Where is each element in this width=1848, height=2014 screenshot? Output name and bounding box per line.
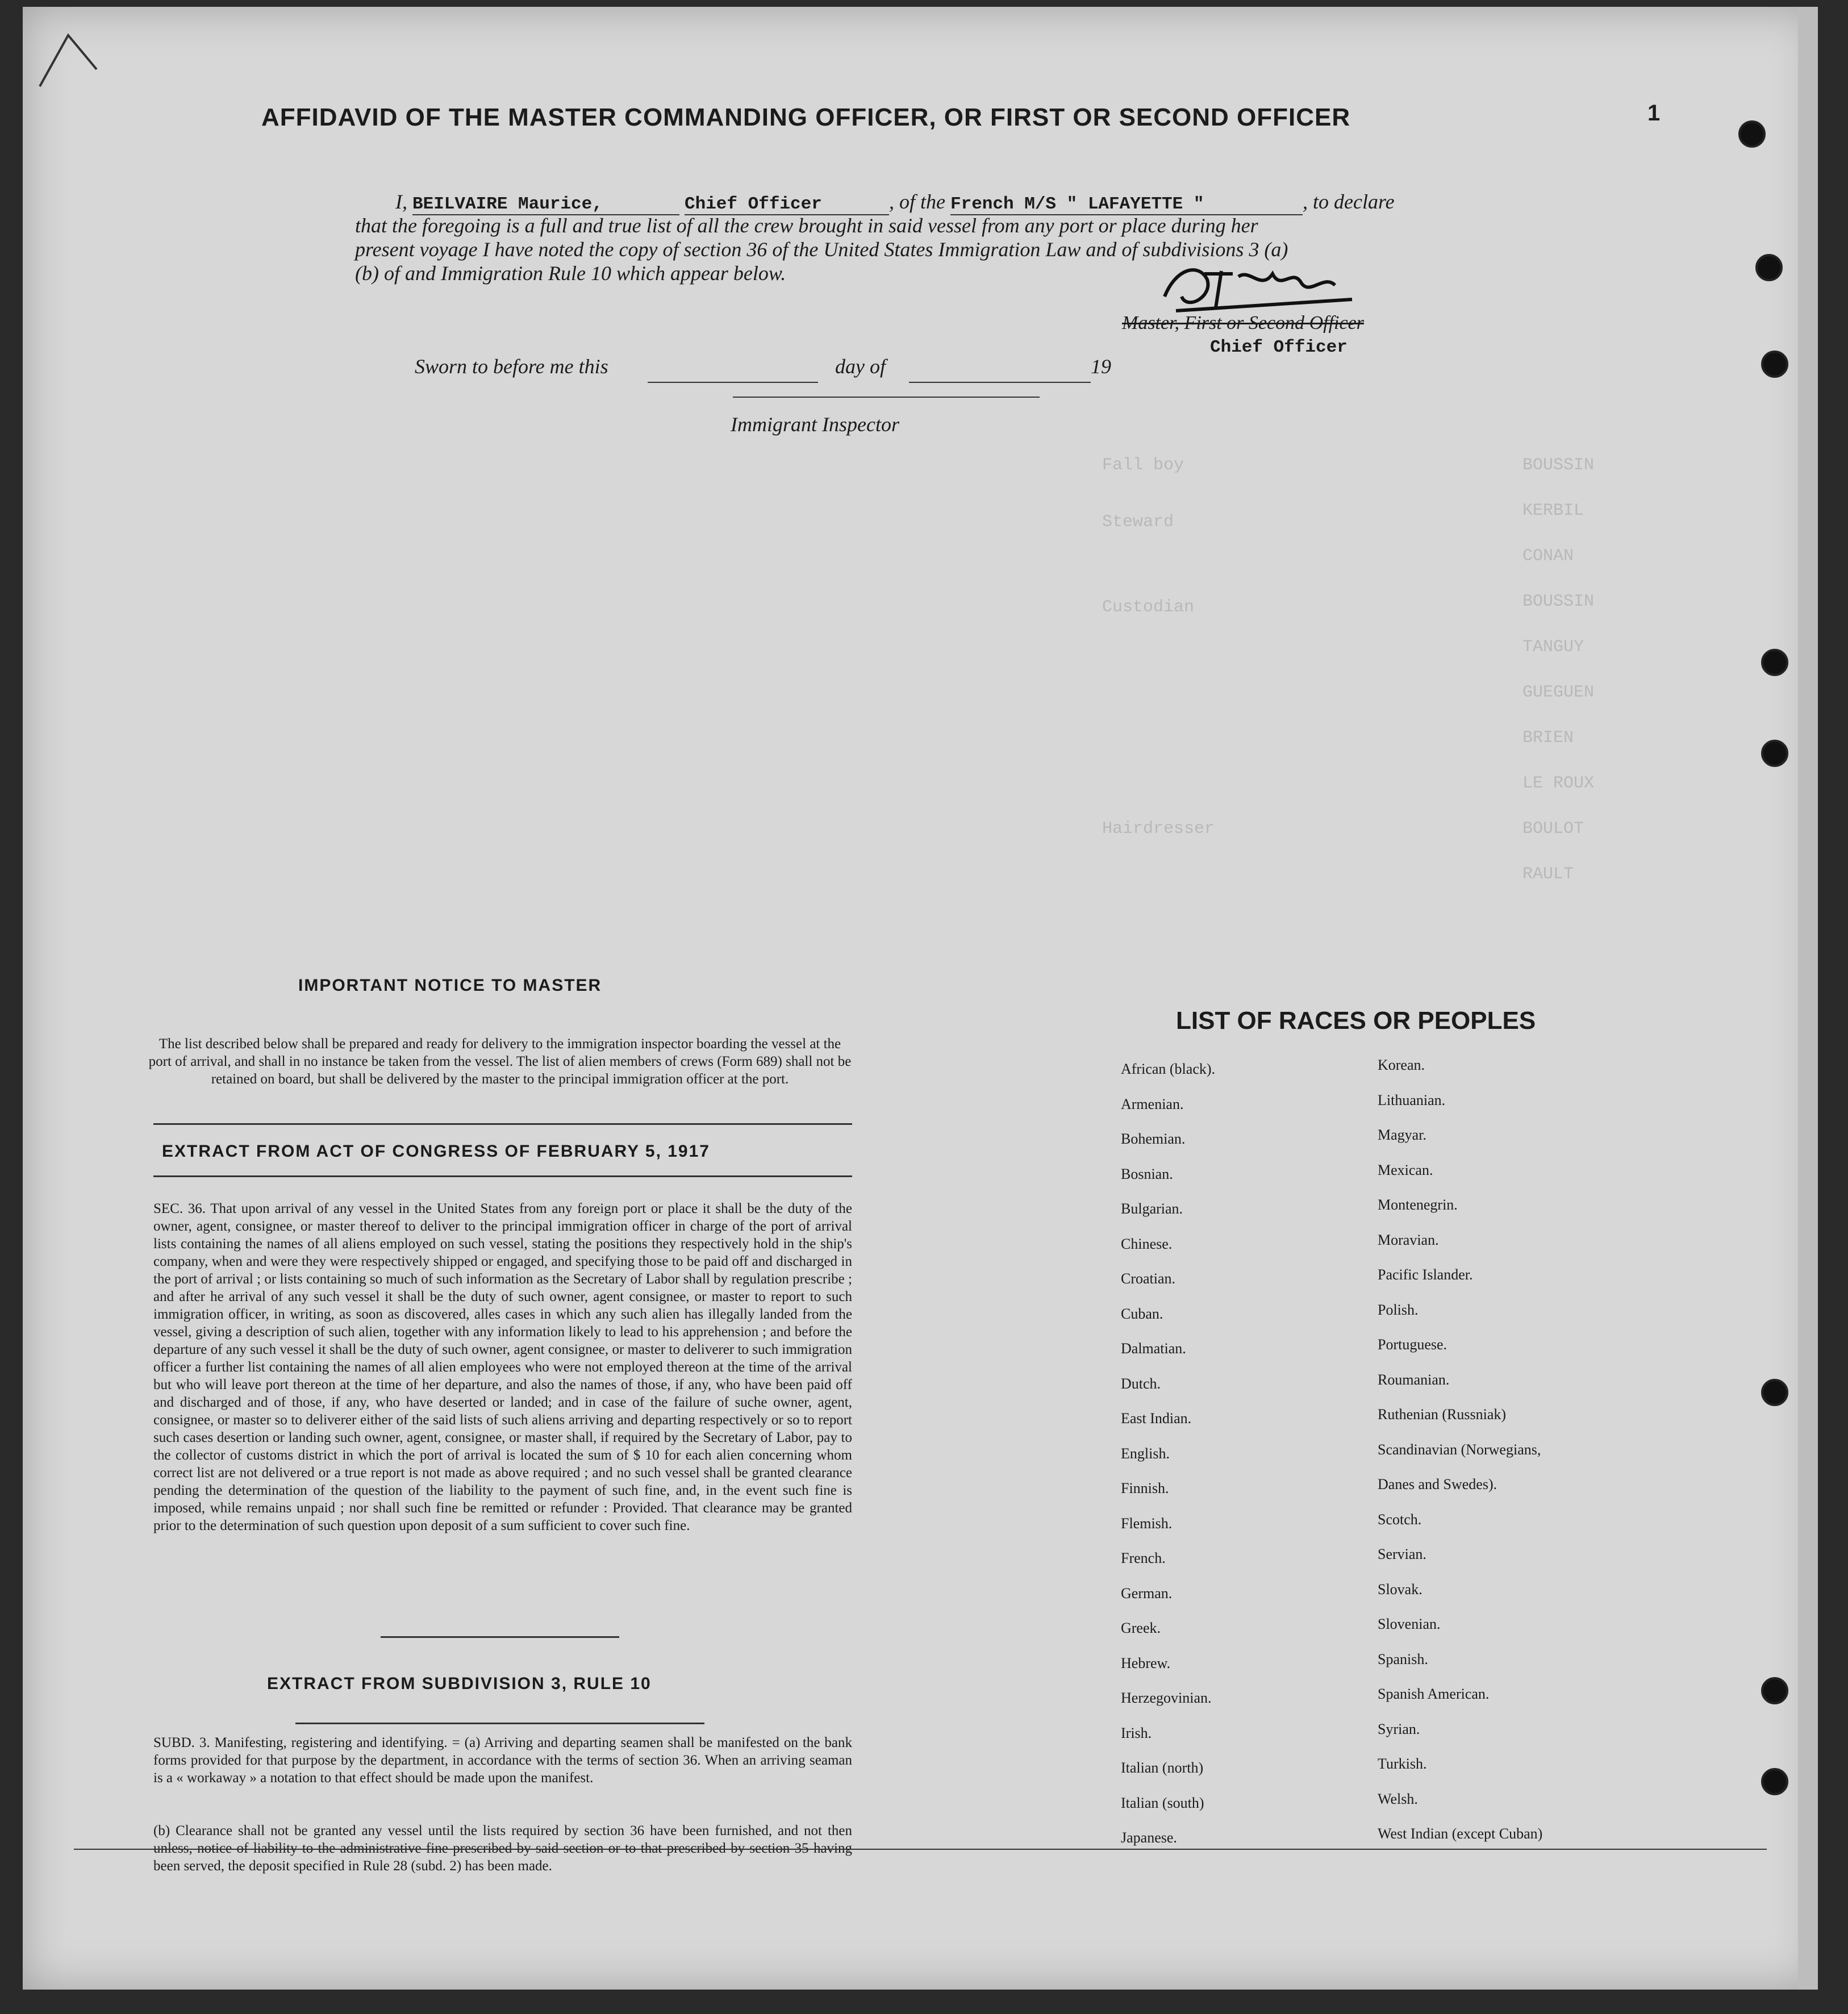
affidavit-title: AFFIDAVID OF THE MASTER COMMANDING OFFICER, OR FIRST OR SECOND OFFICER	[261, 103, 1351, 131]
race-item: East Indian.	[1121, 1410, 1192, 1427]
divider	[295, 1723, 704, 1724]
race-item: West Indian (except Cuban)	[1378, 1825, 1543, 1842]
page-number: 1	[1647, 101, 1661, 126]
act-body: SEC. 36. That upon arrival of any vessel in the United States from any foreign port or place it shall be the duty of the owner, agent, consignee, or master thereof to deliver to the principal immigration officer in charge of the port of arrival lists containing the names of all aliens employed on such vessel, stating the positions they respectively hold in the ship's company, when and were they were respectively shipped or engaged, and specifying those to be paid off and discharged in the port of arrival ; or lists containing so much of such information as the Secretary of Labor shall by regulation prescribe ; and after he arrival of any such vessel it shall be the duty of such owner, agent consignee, or master to report to such immigration officer, in writing, as soon as discovered, alles cases in which any such alien has illegally landed from the vessel, giving a description of such alien, together with any information likely to lead to his apprehension ; and before the departure of any such vessel it shall be the duty of such owner, agent consignee, or master to deliverer to such immigration officer a further list containing the names of all alien employees who were not employed thereon at the time of the arrival but who will leave port thereon at the time of her departure, and also the names of those, if any, who have been paid off and discharged and of those, if any, who have deserted or landed; and in case of the failure of suche owner, agent, consignee, or master so to deliverer either of the said lists of such aliens arriving and departing respectively or so to report such cases desertion or landing such owner, agent, consignee, or master shall, if required by the Secretary of Labor, pay to the collector of customs district in which the port of arrival is located the sum of $ 10 for each alien concerning whom correct list are not delivered or a true report is not made as above required ; and no such vessel shall be granted clearance pending the determination of the question of the liability to the payment of such fine, and, in the event such fine is imposed, while remains unpaid ; nor shall such fine be remitted or refunder : Provided. That clearance may be granted prior to the determination of such question upon deposit of a sum sufficient to cover such fine.	[153, 1201, 852, 1533]
race-item: Greek.	[1121, 1620, 1161, 1636]
race-item: Irish.	[1121, 1724, 1152, 1741]
race-item: Bohemian.	[1121, 1131, 1186, 1147]
race-item: Finnish.	[1121, 1480, 1169, 1496]
binding-hole	[1761, 351, 1788, 378]
binding-hole	[1761, 1379, 1788, 1406]
officer-rank: Chief Officer	[685, 194, 889, 215]
inspector-blank-line	[733, 397, 1040, 398]
binding-hole	[1761, 1677, 1788, 1704]
race-item: Cuban.	[1121, 1305, 1163, 1322]
divider	[153, 1123, 852, 1125]
race-item: Bosnian.	[1121, 1165, 1173, 1182]
race-item: Croatian.	[1121, 1270, 1176, 1287]
vessel-name: French M/S " LAFAYETTE "	[950, 194, 1303, 215]
race-item: Welsh.	[1378, 1790, 1418, 1807]
rule10-heading: EXTRACT FROM SUBDIVISION 3, RULE 10	[267, 1674, 652, 1693]
race-item: Hebrew.	[1121, 1654, 1171, 1671]
bleed-through-text: Hairdresser	[1102, 819, 1215, 839]
divider	[153, 1175, 852, 1177]
race-item: Slovak.	[1378, 1581, 1422, 1598]
race-item: Spanish American.	[1378, 1686, 1490, 1702]
of-the-label: , of the	[889, 190, 945, 213]
rule10-para-a: SUBD. 3. Manifesting, registering and identifying. = (a) Arriving and departing seamen shall be manifested on the bank forms provided for that purpose by the department, in accordance with the terms of section 36. When an arriving seaman is a « workaway » a notation to that effect should be made upon the manifest.	[153, 1735, 852, 1786]
bleed-through-text: Custodian	[1102, 598, 1195, 617]
race-item: Slovenian.	[1378, 1616, 1441, 1632]
race-item: Moravian.	[1378, 1231, 1439, 1248]
race-item: Armenian.	[1121, 1095, 1184, 1112]
race-item: Scotch.	[1378, 1511, 1422, 1528]
signature-caption: Master, First or Second Officer	[1122, 312, 1364, 333]
corner-fold-mark	[34, 30, 102, 92]
bleed-through-text: KERBIL	[1522, 501, 1584, 520]
race-item: Danes and Swedes).	[1378, 1476, 1497, 1492]
race-item: Servian.	[1378, 1546, 1426, 1562]
race-item: French.	[1121, 1550, 1166, 1566]
race-item: English.	[1121, 1445, 1170, 1462]
divider	[381, 1636, 619, 1638]
inspector-label: Immigrant Inspector	[731, 413, 899, 436]
race-item: Lithuanian.	[1378, 1091, 1446, 1108]
race-item: Bulgarian.	[1121, 1200, 1183, 1217]
race-item: Spanish.	[1378, 1650, 1428, 1667]
race-item: African (black).	[1121, 1061, 1216, 1077]
manifest-page	[23, 7, 1818, 1990]
binding-hole	[1761, 1768, 1788, 1795]
bleed-through-text: Fall boy	[1102, 456, 1184, 475]
races-heading: LIST OF RACES OR PEOPLES	[1176, 1007, 1536, 1035]
page-edge	[1798, 7, 1818, 1990]
act-heading: EXTRACT FROM ACT OF CONGRESS OF FEBRUARY 5, 1917	[162, 1142, 710, 1161]
race-item: Pacific Islander.	[1378, 1266, 1473, 1283]
binding-hole	[1755, 254, 1783, 281]
sworn-blank-line	[648, 382, 818, 383]
race-item: Portuguese.	[1378, 1336, 1447, 1353]
race-item: Roumanian.	[1378, 1371, 1450, 1388]
bleed-through-text: CONAN	[1522, 547, 1574, 566]
rule10-para-b: (b) Clearance shall not be granted any vessel until the lists required by section 36 have been furnished, and not then unless, notice of liability to the administrative fine prescribed by said section or to that prescribed by section 35 having been served, the deposit specified in Rule 28 (subd. 2) has been made.	[153, 1823, 852, 1874]
race-item: Italian (south)	[1121, 1794, 1204, 1811]
affidavit-line-4: (b) of and Immigration Rule 10 which appear below.	[355, 262, 786, 285]
race-item: Polish.	[1378, 1301, 1419, 1318]
race-item: Scandinavian (Norwegians,	[1378, 1441, 1541, 1458]
sworn-label: Sworn to before me this	[415, 355, 608, 378]
notice-heading: IMPORTANT NOTICE TO MASTER	[298, 976, 602, 995]
year-label: 19	[1091, 355, 1111, 378]
day-blank-line	[909, 382, 1091, 383]
race-item: Dutch.	[1121, 1375, 1161, 1392]
race-item: Magyar.	[1378, 1127, 1426, 1143]
race-item: Flemish.	[1121, 1515, 1173, 1532]
race-item: Syrian.	[1378, 1720, 1420, 1737]
bleed-through-text: BOUSSIN	[1522, 456, 1595, 475]
binding-hole	[1738, 120, 1766, 148]
bleed-through-text: BOUSSIN	[1522, 592, 1595, 611]
bleed-through-text: BOULOT	[1522, 819, 1584, 839]
race-item: Chinese.	[1121, 1235, 1173, 1252]
race-item: Japanese.	[1121, 1829, 1177, 1846]
binding-hole	[1761, 649, 1788, 676]
bleed-through-text: TANGUY	[1522, 637, 1584, 657]
officer-signature	[1153, 257, 1369, 319]
bleed-through-text: RAULT	[1522, 865, 1574, 884]
to-declare-label: , to declare	[1302, 190, 1395, 213]
bleed-through-text: Steward	[1102, 512, 1174, 532]
race-item: Dalmatian.	[1121, 1340, 1186, 1357]
race-item: Ruthenian (Russniak)	[1378, 1406, 1507, 1423]
affidavit-line-2: that the foregoing is a full and true list of all the crew brought in said vessel from any port or place during her	[355, 214, 1258, 237]
race-item: Mexican.	[1378, 1161, 1433, 1178]
officer-name: BEILVAIRE Maurice,	[412, 194, 679, 215]
affidavit-line-3: present voyage I have noted the copy of section 36 of the United States Immigration Law and of subdivisions 3 (a)	[355, 238, 1288, 261]
races-left-column	[1121, 1061, 1215, 1865]
race-item: Turkish.	[1378, 1756, 1427, 1772]
races-right-column	[1378, 1057, 1542, 1861]
binding-hole	[1761, 740, 1788, 767]
race-item: Herzegovinian.	[1121, 1690, 1212, 1706]
affidavit-prefix: I,	[395, 190, 407, 213]
race-item: Montenegrin.	[1378, 1196, 1458, 1213]
race-item: Korean.	[1378, 1057, 1425, 1073]
affidavit-line-1	[395, 190, 1600, 215]
signature-typed-rank: Chief Officer	[1210, 337, 1348, 357]
notice-body: The list described below shall be prepared and ready for delivery to the immigration inspector boarding the vessel at the port of arrival, and shall in no instance be taken from the vessel. The list of alien members of crews (Form 689) shall not be retained on board, but shall be delivered by the master to the principal immigration officer at the port.	[148, 1036, 852, 1087]
bleed-through-text: GUEGUEN	[1522, 683, 1595, 702]
day-of-label: day of	[835, 355, 886, 378]
race-item: Italian (north)	[1121, 1759, 1204, 1776]
bleed-through-text: LE ROUX	[1522, 774, 1595, 793]
bleed-through-text: BRIEN	[1522, 728, 1574, 748]
race-item: German.	[1121, 1584, 1173, 1602]
